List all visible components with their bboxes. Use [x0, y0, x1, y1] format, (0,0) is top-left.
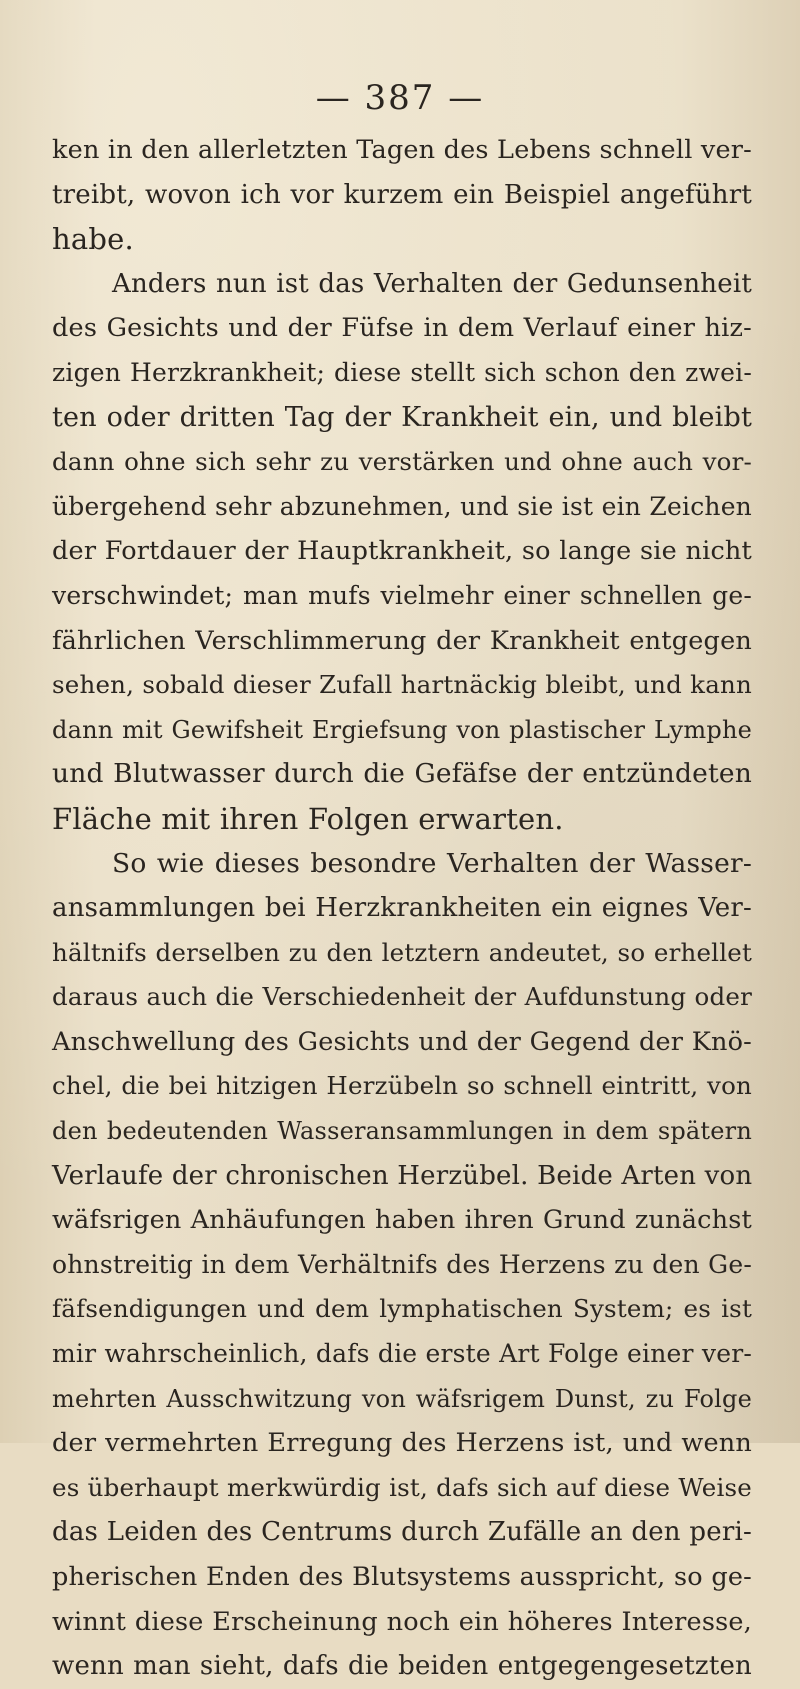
text-line: das Leiden des Centrums durch Zufälle an den peri- [52, 1517, 752, 1548]
text-line: habe. [52, 222, 134, 257]
text-line: treibt, wovon ich vor kurzem ein Beispiel angeführt [52, 179, 752, 210]
text-line: übergehend sehr abzunehmen, und sie ist ein Zeichen [52, 491, 752, 521]
text-line: hältnifs derselben zu den letztern andeutet, so erhellet [52, 937, 752, 967]
text-line: dann ohne sich sehr zu verstärken und ohne auch vor- [52, 447, 752, 477]
text-line: chel, die bei hitzigen Herzübeln so schnell eintritt, von [52, 1071, 752, 1101]
text-line: und Blutwasser durch die Gefäfse der entzündeten [52, 758, 752, 790]
paragraph-start-line: Anders nun ist das Verhalten der Gedunsenheit [112, 268, 752, 299]
text-line: Verlaufe der chronischen Herzübel. Beide Arten von [52, 1160, 753, 1191]
text-line: wenn man sieht, dafs die beiden entgegengesetzten [52, 1651, 752, 1682]
text-line: winnt diese Erscheinung noch ein höheres Interesse, [52, 1606, 752, 1637]
text-line: ten oder dritten Tag der Krankheit ein, und bleibt [52, 401, 752, 433]
text-line: des Gesichts und der Füfse in dem Verlauf einer hiz- [52, 313, 752, 344]
text-line: mir wahrscheinlich, dafs die erste Art Folge einer ver- [52, 1339, 752, 1369]
text-line: fäfsendigungen und dem lymphatischen System; es ist [52, 1294, 752, 1324]
text-line: mehrten Ausschwitzung von wäfsrigem Dunst, zu Folge [52, 1384, 752, 1413]
body-text [52, 128, 752, 1689]
text-line: fährlichen Verschlimmerung der Krankheit entgegen [52, 625, 752, 656]
text-line: dann mit Gewifsheit Ergiefsung von plastischer Lymphe [52, 715, 752, 744]
paragraph-start-line: So wie dieses besondre Verhalten der Wasser- [112, 847, 752, 879]
text-line: ken in den allerletzten Tagen des Lebens schnell ver- [52, 135, 752, 165]
text-line: sehen, sobald dieser Zufall hartnäckig bleibt, und kann [52, 670, 752, 700]
text-line: Anschwellung des Gesichts und der Gegend der Knö- [52, 1026, 752, 1057]
text-line: den bedeutenden Wasseransammlungen in dem spätern [52, 1117, 752, 1146]
text-line: wäfsrigen Anhäufungen haben ihren Grund zunächst [52, 1205, 752, 1236]
text-line: daraus auch die Verschiedenheit der Aufdunstung oder [52, 982, 752, 1012]
text-line: verschwindet; man mufs vielmehr einer schnellen ge- [52, 580, 752, 610]
text-line: es überhaupt merkwürdig ist, dafs sich auf diese Weise [52, 1472, 752, 1502]
text-line: Fläche mit ihren Folgen erwarten. [52, 801, 564, 836]
text-line: zigen Herzkrankheit; diese stellt sich schon den zwei- [52, 357, 752, 387]
text-line: ohnstreitig in dem Verhältnifs des Herzens zu den Ge- [52, 1249, 752, 1279]
text-line: pherischen Enden des Blutsystems ausspricht, so ge- [52, 1562, 752, 1592]
text-line: ansammlungen bei Herzkrankheiten ein eignes Ver- [52, 893, 752, 924]
text-line: der Fortdauer der Hauptkrankheit, so lange sie nicht [52, 536, 752, 567]
text-line: der vermehrten Erregung des Herzens ist, und wenn [52, 1428, 752, 1459]
page-number: — 387 — [315, 78, 485, 118]
